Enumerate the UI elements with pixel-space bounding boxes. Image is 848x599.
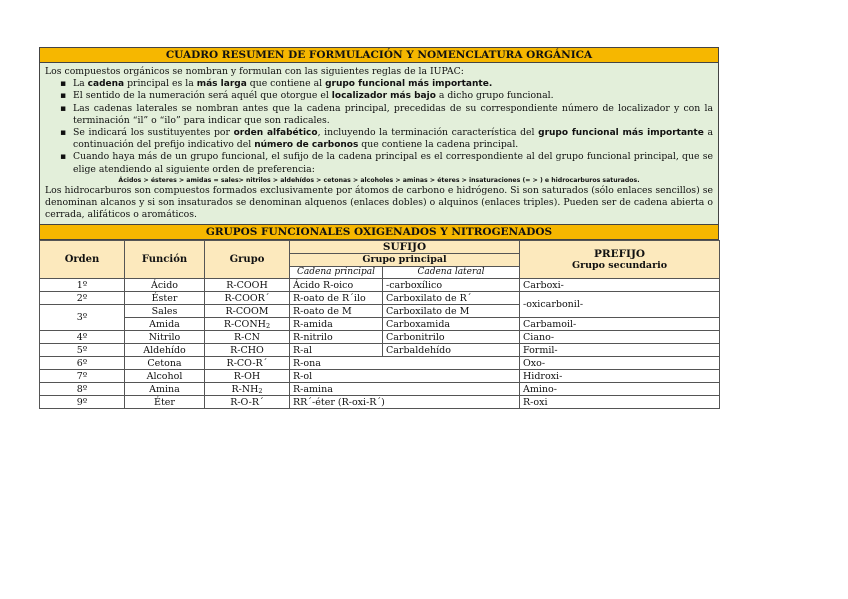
cell-orden: 9º bbox=[40, 396, 125, 409]
functional-groups-table bbox=[39, 240, 720, 409]
cell-grupo: R-COOH bbox=[205, 279, 290, 292]
cell-grupo: R-OH bbox=[205, 370, 290, 383]
cell-grupo: R-COOR´ bbox=[205, 292, 290, 305]
col-sufijo: SUFIJO bbox=[290, 241, 520, 254]
cell-funcion: Amida bbox=[125, 318, 205, 331]
table-row bbox=[40, 357, 720, 370]
cell-funcion: Amina bbox=[125, 383, 205, 396]
cell-grupo: R-CO-R´ bbox=[205, 357, 290, 370]
cell-lateral: Carboxamida bbox=[383, 318, 520, 331]
cell-orden: 6º bbox=[40, 357, 125, 370]
cell-principal: R-ol bbox=[290, 370, 520, 383]
cell-grupo: R-O-R´ bbox=[205, 396, 290, 409]
cell-funcion: Éster bbox=[125, 292, 205, 305]
cell-prefijo: -oxicarbonil- bbox=[520, 292, 720, 318]
cell-grupo: $R-NH_2$ bbox=[205, 383, 290, 396]
col-grupo-principal: Grupo principal bbox=[290, 254, 520, 267]
rules-panel bbox=[39, 63, 719, 224]
cell-funcion: Aldehído bbox=[125, 344, 205, 357]
table-row bbox=[40, 318, 720, 331]
cell-principal: R-ona bbox=[290, 357, 520, 370]
prefijo-label: PREFIJO bbox=[593, 247, 646, 260]
table-row bbox=[40, 396, 720, 409]
rule-item: ▪ La cadena principal es la más larga que contiene al grupo funcional más importante. bbox=[73, 78, 713, 90]
cell-principal: R-amina bbox=[290, 383, 520, 396]
rule-item: ▪ Se indicará los sustituyentes por orden alfabético, incluyendo la terminación característica del grupo funcional más importante a continuación del prefijo indicativo del número de carbonos que contiene la cadena principal. bbox=[73, 127, 713, 151]
table-row bbox=[40, 279, 720, 292]
cell-orden: 5º bbox=[40, 344, 125, 357]
cell-lateral: Carbaldehído bbox=[383, 344, 520, 357]
table-row bbox=[40, 292, 720, 305]
col-cadena-lateral: Cadena lateral bbox=[383, 267, 520, 279]
summary-sheet bbox=[39, 47, 719, 409]
cell-orden: 3º bbox=[40, 305, 125, 331]
cell-orden: 8º bbox=[40, 383, 125, 396]
preference-order: Ácidos > ésteres > amidas = sales> nitrilos > aldehídos > cetonas > alcoholes > aminas > éteres > insaturaciones (= > ) e hidrocarburos saturados. bbox=[118, 176, 640, 184]
cell-principal: RR´-éter (R-oxi-R´) bbox=[290, 396, 520, 409]
col-funcion: Función bbox=[125, 241, 205, 279]
cell-prefijo: R-oxi bbox=[520, 396, 720, 409]
cell-prefijo: Oxo- bbox=[520, 357, 720, 370]
cell-prefijo: Hidroxi- bbox=[520, 370, 720, 383]
table-row bbox=[40, 344, 720, 357]
cell-principal: R-nitrilo bbox=[290, 331, 383, 344]
cell-orden: 2º bbox=[40, 292, 125, 305]
rules-closing: Los hidrocarburos son compuestos formados exclusivamente por átomos de carbono e hidrógeno. Si son saturados (sólo enlaces sencillos) se denominan alcanos y si son insaturados se denominan alquenos (enlaces dobles) o alquinos (enlaces triples). Pueden ser de cadena abierta o cerrada, alifáticos o aromáticos. bbox=[45, 184, 713, 221]
cell-funcion: Nitrilo bbox=[125, 331, 205, 344]
col-grupo: Grupo bbox=[205, 241, 290, 279]
cell-funcion: Éter bbox=[125, 396, 205, 409]
rule-item: ▪ Las cadenas laterales se nombran antes que la cadena principal, precedidas de su correspondiente número de localizador y con la terminación “il” o “ilo” para indicar que son radicales. bbox=[73, 103, 713, 127]
rules-lead: Los compuestos orgánicos se nombran y formulan con las siguientes reglas de la IUPAC: bbox=[45, 66, 464, 77]
col-prefijo bbox=[520, 241, 720, 279]
cell-lateral: -carboxílico bbox=[383, 279, 520, 292]
col-orden: Orden bbox=[40, 241, 125, 279]
cell-grupo: R-COOM bbox=[205, 305, 290, 318]
cell-lateral: Carboxilato de M bbox=[383, 305, 520, 318]
table-row bbox=[40, 331, 720, 344]
table-row bbox=[40, 370, 720, 383]
cell-grupo: R-CHO bbox=[205, 344, 290, 357]
cell-principal: R-oato de R´ilo bbox=[290, 292, 383, 305]
cell-grupo: R-CN bbox=[205, 331, 290, 344]
cell-prefijo: Amino- bbox=[520, 383, 720, 396]
cell-funcion: Sales bbox=[125, 305, 205, 318]
cell-funcion: Alcohol bbox=[125, 370, 205, 383]
col-cadena-principal: Cadena principal bbox=[290, 267, 383, 279]
table-row bbox=[40, 383, 720, 396]
cell-principal: R-al bbox=[290, 344, 383, 357]
cell-grupo: $R-CONH_2$ bbox=[205, 318, 290, 331]
section-title: GRUPOS FUNCIONALES OXIGENADOS Y NITROGENADOS bbox=[39, 224, 719, 240]
cell-orden: 4º bbox=[40, 331, 125, 344]
cell-principal: R-amida bbox=[290, 318, 383, 331]
cell-prefijo: Carboxi- bbox=[520, 279, 720, 292]
rule-item: ▪ El sentido de la numeración será aquél que otorgue el localizador más bajo a dicho grupo funcional. bbox=[73, 90, 713, 102]
cell-orden: 1º bbox=[40, 279, 125, 292]
prefijo-sublabel: Grupo secundario bbox=[571, 259, 668, 271]
cell-funcion: Cetona bbox=[125, 357, 205, 370]
cell-prefijo: Carbamoil- bbox=[520, 318, 720, 331]
rules-list bbox=[45, 78, 713, 176]
cell-principal: R-oato de M bbox=[290, 305, 383, 318]
cell-principal: Ácido R-oico bbox=[290, 279, 383, 292]
cell-lateral: Carboxilato de R´ bbox=[383, 292, 520, 305]
rule-item: ▪ Cuando haya más de un grupo funcional, el sufijo de la cadena principal es el correspondiente al del grupo funcional principal, que se elige atendiendo al siguiente orden de preferencia: bbox=[73, 151, 713, 175]
cell-funcion: Ácido bbox=[125, 279, 205, 292]
cell-prefijo: Ciano- bbox=[520, 331, 720, 344]
cell-prefijo: Formil- bbox=[520, 344, 720, 357]
cell-lateral: Carbonitrilo bbox=[383, 331, 520, 344]
page-title: CUADRO RESUMEN DE FORMULACIÓN Y NOMENCLATURA ORGÁNICA bbox=[39, 47, 719, 63]
cell-orden: 7º bbox=[40, 370, 125, 383]
